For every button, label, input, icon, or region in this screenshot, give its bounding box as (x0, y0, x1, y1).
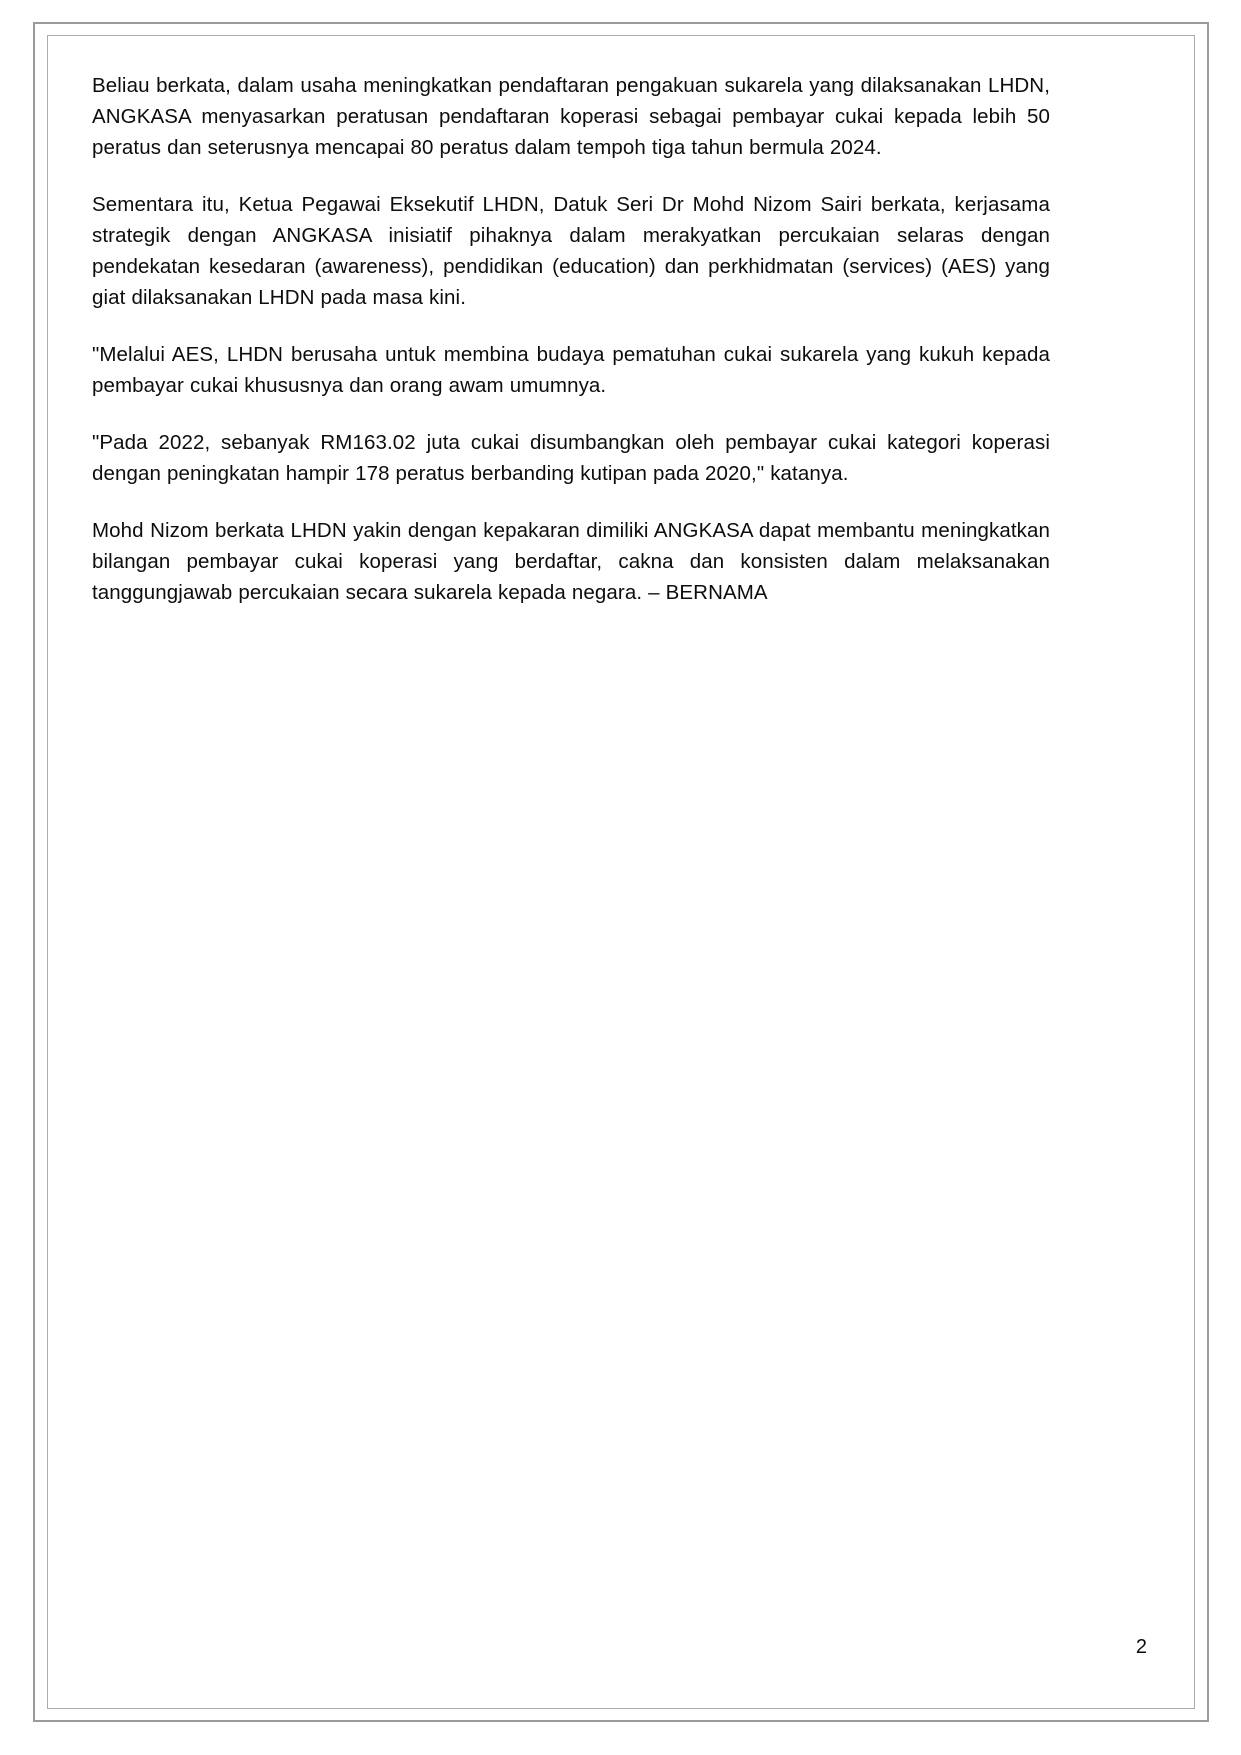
paragraph-2: Sementara itu, Ketua Pegawai Eksekutif LHDN, Datuk Seri Dr Mohd Nizom Sairi berkata, kerjasama strategik dengan ANGKASA inisiatif pihaknya dalam merakyatkan percukaian selaras dengan pendekatan kesedaran (awareness), pendidikan (education) dan perkhidmatan (services) (AES) yang giat dilaksanakan LHDN pada masa kini. (92, 193, 1050, 309)
paragraph-4: "Pada 2022, sebanyak RM163.02 juta cukai disumbangkan oleh pembayar cukai kategori koperasi dengan peningkatan hampir 178 peratus berbanding kutipan pada 2020," katanya. (92, 431, 1050, 485)
document-body-text (92, 70, 1050, 608)
paragraph-1: Beliau berkata, dalam usaha meningkatkan pendaftaran pengakuan sukarela yang dilaksanakan LHDN, ANGKASA menyasarkan peratusan pendaftaran koperasi sebagai pembayar cukai kepada lebih 50 peratus dan seterusnya mencapai 80 peratus dalam tempoh tiga tahun bermula 2024. (92, 74, 1050, 159)
paragraph-3: "Melalui AES, LHDN berusaha untuk membina budaya pematuhan cukai sukarela yang kukuh kepada pembayar cukai khususnya dan orang awam umumnya. (92, 343, 1050, 397)
page-number: 2 (1135, 1636, 1147, 1658)
paragraph-5: Mohd Nizom berkata LHDN yakin dengan kepakaran dimiliki ANGKASA dapat membantu meningkatkan bilangan pembayar cukai koperasi yang berdaftar, cakna dan konsisten dalam melaksanakan tanggungjawab percukaian secara sukarela kepada negara. – BERNAMA (92, 519, 1050, 604)
